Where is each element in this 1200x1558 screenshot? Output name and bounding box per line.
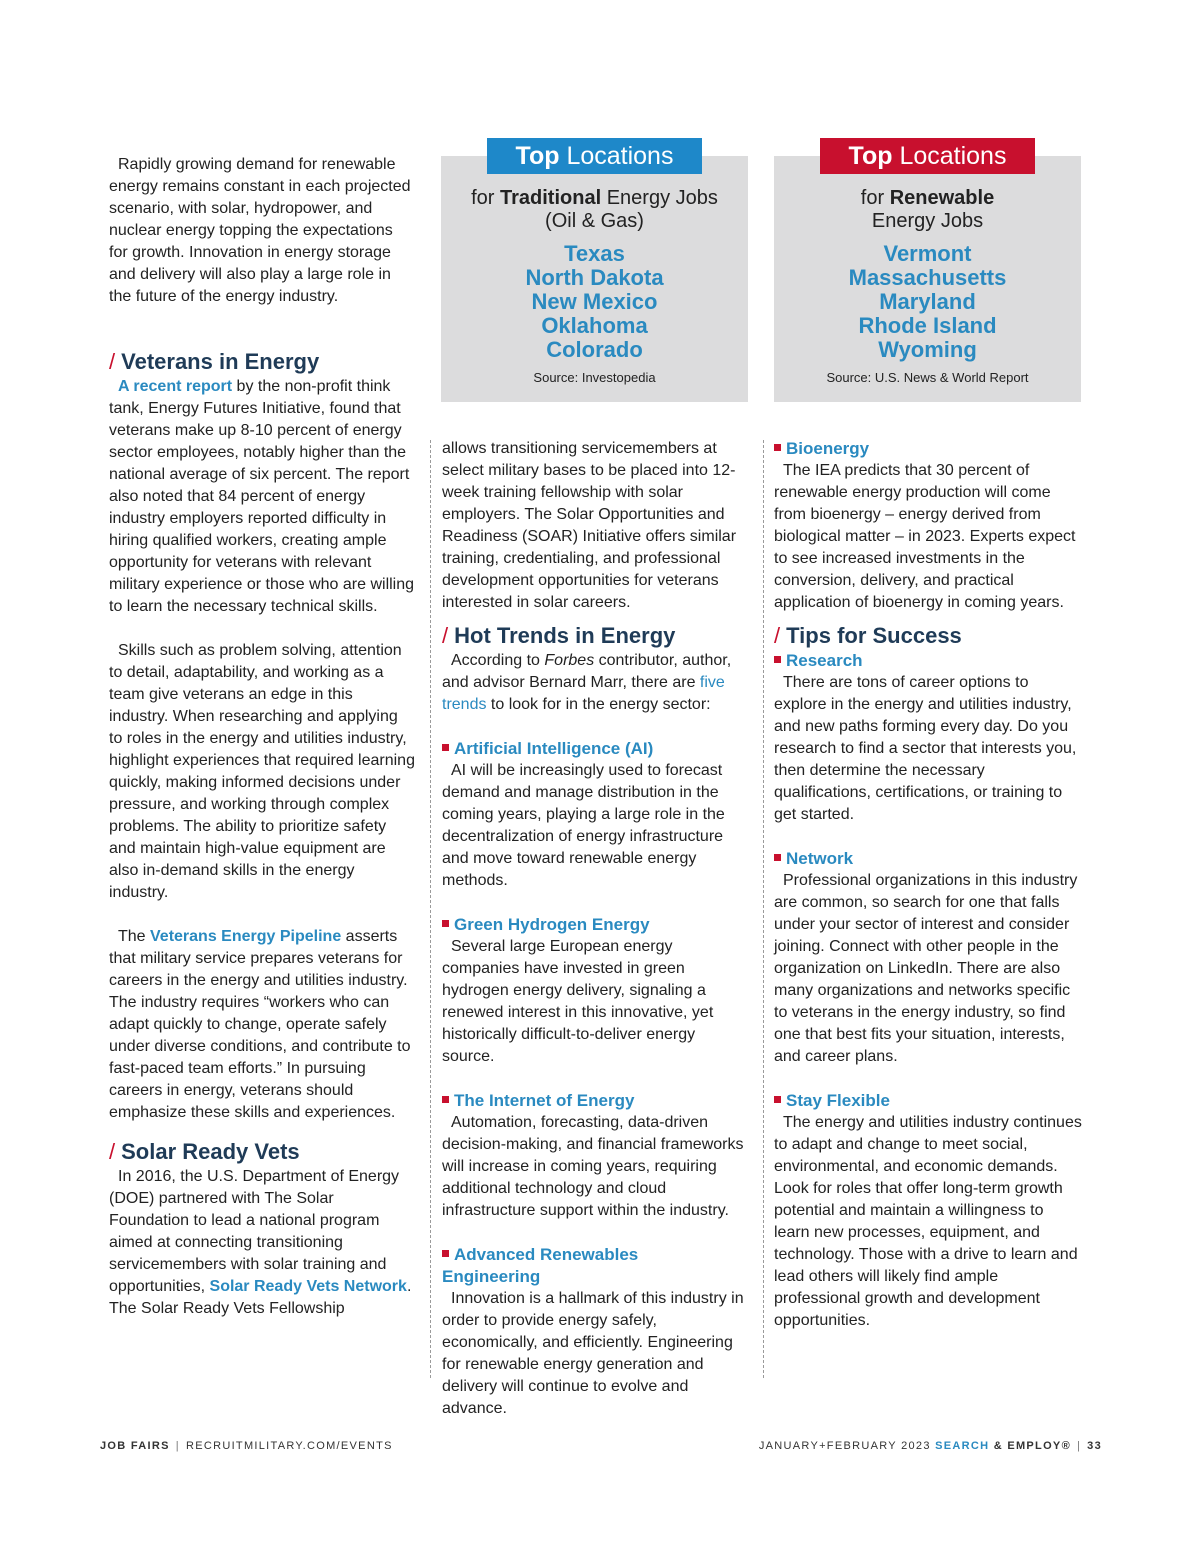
solar-paragraph-1-text: . The Solar Ready Vets Fellowship (109, 1278, 412, 1317)
trends-intro-rest: to look for in the energy sector: (486, 696, 711, 713)
tips-heading-text: Tips for Success (786, 623, 962, 648)
tip-title: Network (786, 849, 854, 868)
slash-icon: / (109, 349, 116, 374)
veterans-paragraph-3-text: asserts that military service prepares veterans for careers in the energy and utilities industry. The industry requires “workers who can adapt quickly to change, operate safely under diverse conditions, and contribute to fast-paced team efforts.” In pursuing careers in energy, veterans should emphasize these skills and experiences. (109, 928, 411, 1121)
footer-left (100, 1440, 393, 1452)
veterans-paragraph-3 (109, 926, 415, 1124)
state-item: Texas (564, 241, 625, 266)
bullet-square-icon (442, 1250, 449, 1257)
trend-title: Green Hydrogen Energy (454, 915, 650, 934)
top-locations-renewable-box (774, 142, 1081, 402)
page-number: 33 (1087, 1440, 1102, 1452)
column-divider (763, 440, 764, 1378)
veterans-paragraph-2: Skills such as problem solving, attention to detail, adaptability, and working as a team give veterans an edge in this industry. When researching and applying to roles in the energy and utilities industry, highlight experiences that required learning quickly, making informed decisions under pressure, and working through complex problems. The ability to prioritize safety and maintain high-value equipment are also in-demand skills in the energy industry. (109, 642, 415, 901)
bullet-square-icon (442, 1096, 449, 1103)
solar-paragraph-1 (109, 1166, 415, 1320)
state-item: Wyoming (878, 337, 977, 362)
veterans-paragraph-1 (109, 376, 415, 618)
footer-separator: | (175, 1440, 180, 1452)
tip-heading (774, 650, 1082, 672)
trend-heading (442, 1090, 748, 1112)
state-list (774, 242, 1081, 362)
five-trends-link[interactable]: five trends (442, 674, 725, 713)
tip-title: Stay Flexible (786, 1091, 890, 1110)
veterans-paragraph-3-pre: The (118, 928, 151, 945)
veterans-heading (109, 348, 415, 376)
state-item: Oklahoma (541, 313, 648, 338)
state-item: Colorado (546, 337, 643, 362)
tip-body: Professional organizations in this industry are common, so search for one that falls under your sector of interest and consider joining. Connect with other people in the organization on LinkedIn. There are also many organizations and networks specific to veterans in the energy industry, so find one that best fits your situation, interests, and career plans. (774, 872, 1078, 1065)
intro-paragraph: Rapidly growing demand for renewable energy remains constant in each projected scenario, with solar, hydropower, and nuclear energy topping the expectations for growth. Innovation in energy storage and delivery will also play a large role in the future of the energy industry. (109, 156, 411, 305)
bullet-square-icon (774, 656, 781, 663)
solar-heading (109, 1138, 415, 1166)
trend-body: AI will be increasingly used to forecast demand and manage distribution in the coming years, playing a large role in the decentralization of energy infrastructure and move toward renewable energy methods. (442, 762, 725, 889)
for-line2: (Oil & Gas) (545, 210, 644, 232)
for-bold: Traditional (500, 187, 602, 209)
state-item: North Dakota (525, 265, 664, 290)
trend-body: Automation, forecasting, data-driven decision-making, and financial frameworks will increase in coming years, requiring additional technology and cloud infrastructure support within the industry. (442, 1114, 744, 1219)
forbes-text: Forbes (544, 652, 595, 669)
bullet-square-icon (774, 1096, 781, 1103)
solar-continuation: allows transitioning servicemembers at select military bases to be placed into 12-week training fellowship with solar employers. The Solar Opportunities and Readiness (SOAR) Initiative offers similar training, credentialing, and professional development opportunities for veterans interested in solar careers. (442, 440, 737, 611)
for-bold: Renewable (889, 187, 995, 209)
footer-right (759, 1440, 1102, 1452)
tab-rest: Locations (892, 142, 1007, 170)
state-item: Maryland (879, 289, 976, 314)
magazine-brand: SEARCH (935, 1440, 990, 1452)
tip-heading (774, 848, 1082, 870)
bullet-square-icon (774, 854, 781, 861)
bullet-square-icon (442, 744, 449, 751)
veterans-paragraph-1-text: by the non-profit think tank, Energy Futures Initiative, found that veterans make up 8-10 percent of energy sector employees, notably higher than the national average of six percent. The report also noted that 84 percent of energy industry employers reported difficulty in hiring qualified workers, creating ample opportunity for veterans with relevant military experience or those who are willing to learn the necessary technical skills. (109, 378, 415, 615)
slash-icon: / (774, 623, 781, 648)
trend-title: Artificial Intelligence (AI) (454, 739, 654, 758)
column-2 (442, 438, 748, 1420)
state-item: Vermont (883, 241, 972, 266)
slash-icon: / (109, 1139, 116, 1164)
trend-title: Bioenergy (786, 439, 870, 458)
box-subtitle (774, 187, 1081, 233)
state-item: Massachusetts (848, 265, 1007, 290)
trend-heading (442, 1244, 672, 1288)
column-3 (774, 438, 1082, 1332)
top-locations-traditional-box (441, 142, 748, 402)
trends-intro (442, 650, 748, 716)
for-rest: Energy Jobs (601, 187, 718, 209)
for-pre: for (471, 187, 501, 209)
tip-title: Research (786, 651, 863, 670)
state-list (441, 242, 748, 362)
trends-heading-text: Hot Trends in Energy (454, 623, 676, 648)
tip-body: The energy and utilities industry continues to adapt and change to meet social, environmental, and economic demands. Look for roles that offer long-term growth potential and maintain a willingness to learn new processes, equipment, and technology. Those with a drive to learn and lead others will likely find ample professional growth and development opportunities. (774, 1114, 1082, 1329)
bullet-square-icon (442, 920, 449, 927)
tip-heading (774, 1090, 1082, 1112)
column-1 (109, 154, 415, 1320)
state-item: New Mexico (531, 289, 658, 314)
footer-section-label: JOB FAIRS (100, 1440, 170, 1452)
source-note: Source: U.S. News & World Report (826, 370, 1029, 385)
issue-date: JANUARY+FEBRUARY 2023 (758, 1440, 931, 1452)
solar-paragraph-1-pre: In 2016, the U.S. Department of Energy (DOE) partnered with The Solar Foundation to lead a national program aimed at connecting transitioning servicemembers with solar training and opportunities, (109, 1168, 400, 1295)
tip-body: There are tons of career options to explore in the energy and utilities industry, and new paths forming every day. Do you research to find a sector that interests you, then determine the necessary qualifications, certifications, or training to get started. (774, 674, 1077, 823)
trend-heading (442, 914, 748, 936)
magazine-brand-2: & EMPLOY® (993, 1440, 1071, 1452)
solar-ready-vets-network-link[interactable]: Solar Ready Vets Network (209, 1278, 407, 1295)
for-line2: Energy Jobs (871, 210, 984, 232)
trend-body: Innovation is a hallmark of this industry in order to provide energy safely, economically, and efficiently. Engineering for renewable energy generation and delivery will continue to evolve and advance. (442, 1290, 744, 1417)
box-subtitle (441, 187, 748, 233)
state-item: Rhode Island (858, 313, 997, 338)
bullet-square-icon (774, 444, 781, 451)
footer-separator: | (1076, 1440, 1082, 1452)
trend-heading (774, 438, 1082, 460)
trend-heading (442, 738, 748, 760)
trend-body: The IEA predicts that 30 percent of renewable energy production will come from bioenergy – energy derived from biological matter – in 2023. Experts expect to see increased investments in the conversion, delivery, and practical application of bioenergy in coming years. (774, 462, 1076, 611)
solar-heading-text: Solar Ready Vets (121, 1139, 300, 1164)
veterans-energy-pipeline-link[interactable]: Veterans Energy Pipeline (150, 928, 342, 945)
veterans-heading-text: Veterans in Energy (121, 349, 320, 374)
trends-heading (442, 622, 748, 650)
trend-body: Several large European energy companies have invested in green hydrogen energy delivery, signaling a renewed interest in this innovative, yet historically difficult-to-deliver energy source. (442, 938, 714, 1065)
source-note: Source: Investopedia (533, 370, 656, 385)
column-divider (430, 440, 431, 1378)
trend-title: Advanced Renewables Engineering (442, 1245, 639, 1286)
tab-bold: Top (848, 142, 893, 170)
tips-heading (774, 622, 1082, 650)
trend-title: The Internet of Energy (454, 1091, 635, 1110)
for-pre: for (860, 187, 890, 209)
footer-url-link[interactable]: RECRUITMILITARY.COM/EVENTS (185, 1440, 393, 1452)
slash-icon: / (442, 623, 449, 648)
top-locations-tab (487, 138, 702, 174)
trends-intro-mid: contributor, author, and advisor Bernard Marr, there are (442, 652, 732, 691)
tab-rest: Locations (559, 142, 674, 170)
tab-bold: Top (515, 142, 560, 170)
recent-report-link[interactable]: A recent report (118, 378, 233, 395)
top-locations-tab (820, 138, 1035, 174)
trends-intro-pre: According to (451, 652, 545, 669)
